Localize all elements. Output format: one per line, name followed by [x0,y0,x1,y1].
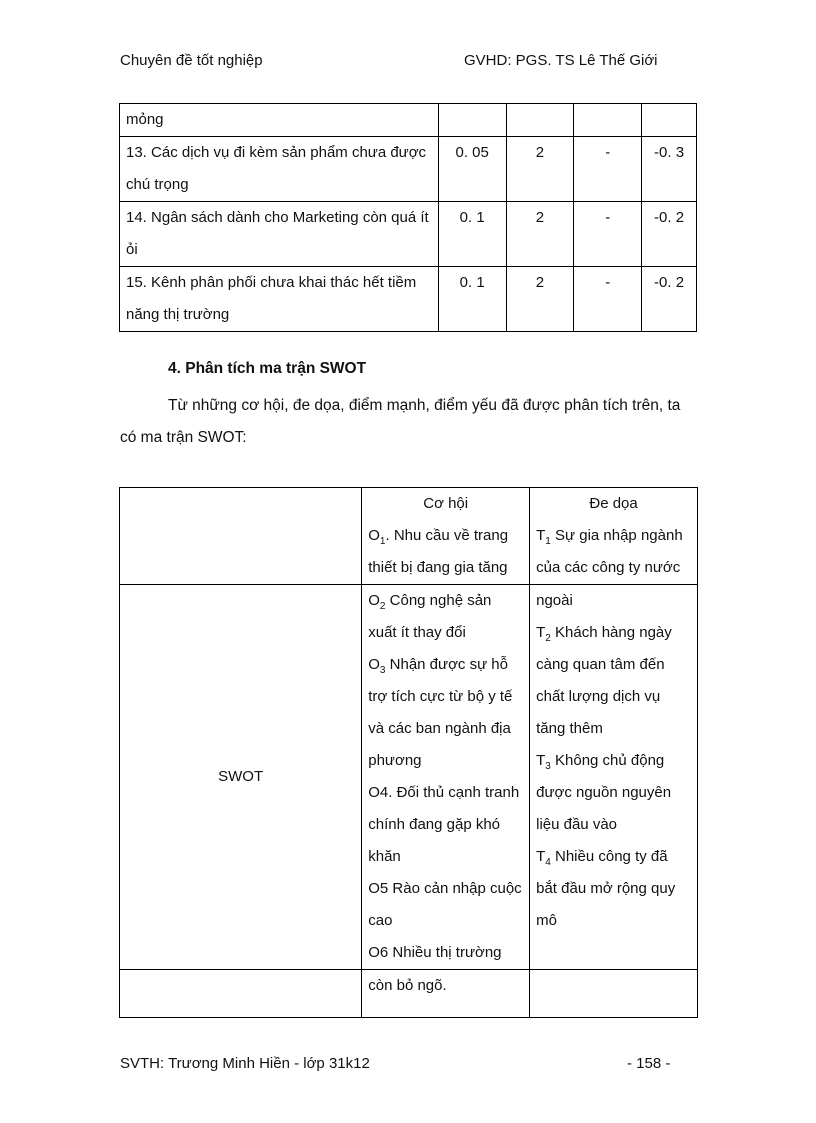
swot-empty-cell [120,488,362,585]
opportunity-continued-cell [362,970,530,1018]
table-row [120,104,697,137]
cell-s: - [574,267,642,332]
cell-total: -0. 2 [642,267,697,332]
opportunity-continued: còn bỏ ngõ. [368,977,447,994]
swot-label: SWOT [218,768,264,785]
page-number: - 158 - [627,1055,671,1072]
cell-score: 2 [506,202,574,267]
list-item: $T_3$ Không chủ động được nguồn nguyên liệu đầu vào [536,752,672,833]
cell-factor: mỏng [120,104,439,137]
list-item: O6 Nhiều thị trường [368,944,502,961]
list-item: $T_2$ Khách hàng ngày càng quan tâm đến chất lượng dịch vụ tăng thêm [536,624,672,737]
list-item: $O_3$ Nhận được sự hỗ trợ tích cực từ bộ y tế và các ban ngành địa phương [368,656,513,769]
cell-total: -0. 3 [642,137,697,202]
cell-weight: 0. 05 [438,137,506,202]
swot-empty-cell-2 [120,970,362,1018]
cell-weight [438,104,506,137]
list-item: $O_2$ Công nghệ sản xuất ít thay đổi [368,592,492,641]
cell-s: - [574,137,642,202]
opportunity-list-cell [362,585,530,970]
cell-s [574,104,642,137]
cell-weight: 0. 1 [438,267,506,332]
list-item: O5 Rào cản nhập cuộc cao [368,880,522,929]
cell-factor: 15. Kênh phân phối chưa khai thác hết tiềm năng thị trường [120,267,439,332]
cell-factor: 14. Ngân sách dành cho Marketing còn quá ít ỏi [120,202,439,267]
cell-s: - [574,202,642,267]
table-row [120,202,697,267]
threat-header: Đe dọa [589,495,638,512]
list-item: $O_1$. Nhu cầu về trang thiết bị đang gia tăng [368,527,509,576]
threat-list-cell [530,585,698,970]
swot-matrix [119,487,698,1018]
opportunity-header-cell [362,488,530,585]
swot-label-cell [120,585,362,970]
list-item: ngoài [536,592,573,609]
header-right: GVHD: PGS. TS Lê Thế Giới [464,52,658,69]
cell-total: -0. 2 [642,202,697,267]
header-left: Chuyên đề tốt nghiệp [120,52,263,69]
list-item: O4. Đối thủ cạnh tranh chính đang gặp khó khăn [368,784,520,865]
cell-weight: 0. 1 [438,202,506,267]
cell-total [642,104,697,137]
cell-score: 2 [506,137,574,202]
cell-score: 2 [506,267,574,332]
list-item: $T_4$ Nhiều công ty đã bắt đầu mở rộng quy mô [536,848,676,929]
cell-factor: 13. Các dịch vụ đi kèm sản phẩm chưa được chú trọng [120,137,439,202]
weakness-table [119,103,697,332]
threat-header-cell [530,488,698,585]
table-row [120,267,697,332]
cell-score [506,104,574,137]
footer-left: SVTH: Trương Minh Hiền - lớp 31k12 [120,1055,370,1072]
opportunity-header: Cơ hội [423,495,469,512]
table-row [120,137,697,202]
list-item: $T_1$ Sự gia nhập ngành của các công ty nước [536,527,683,576]
swot-empty-cell-3 [530,970,698,1018]
section-paragraph: Từ những cơ hội, đe dọa, điểm mạnh, điểm yếu đã được phân tích trên, ta có ma trận SWOT: [120,397,681,446]
section-title: 4. Phân tích ma trận SWOT [168,360,367,377]
